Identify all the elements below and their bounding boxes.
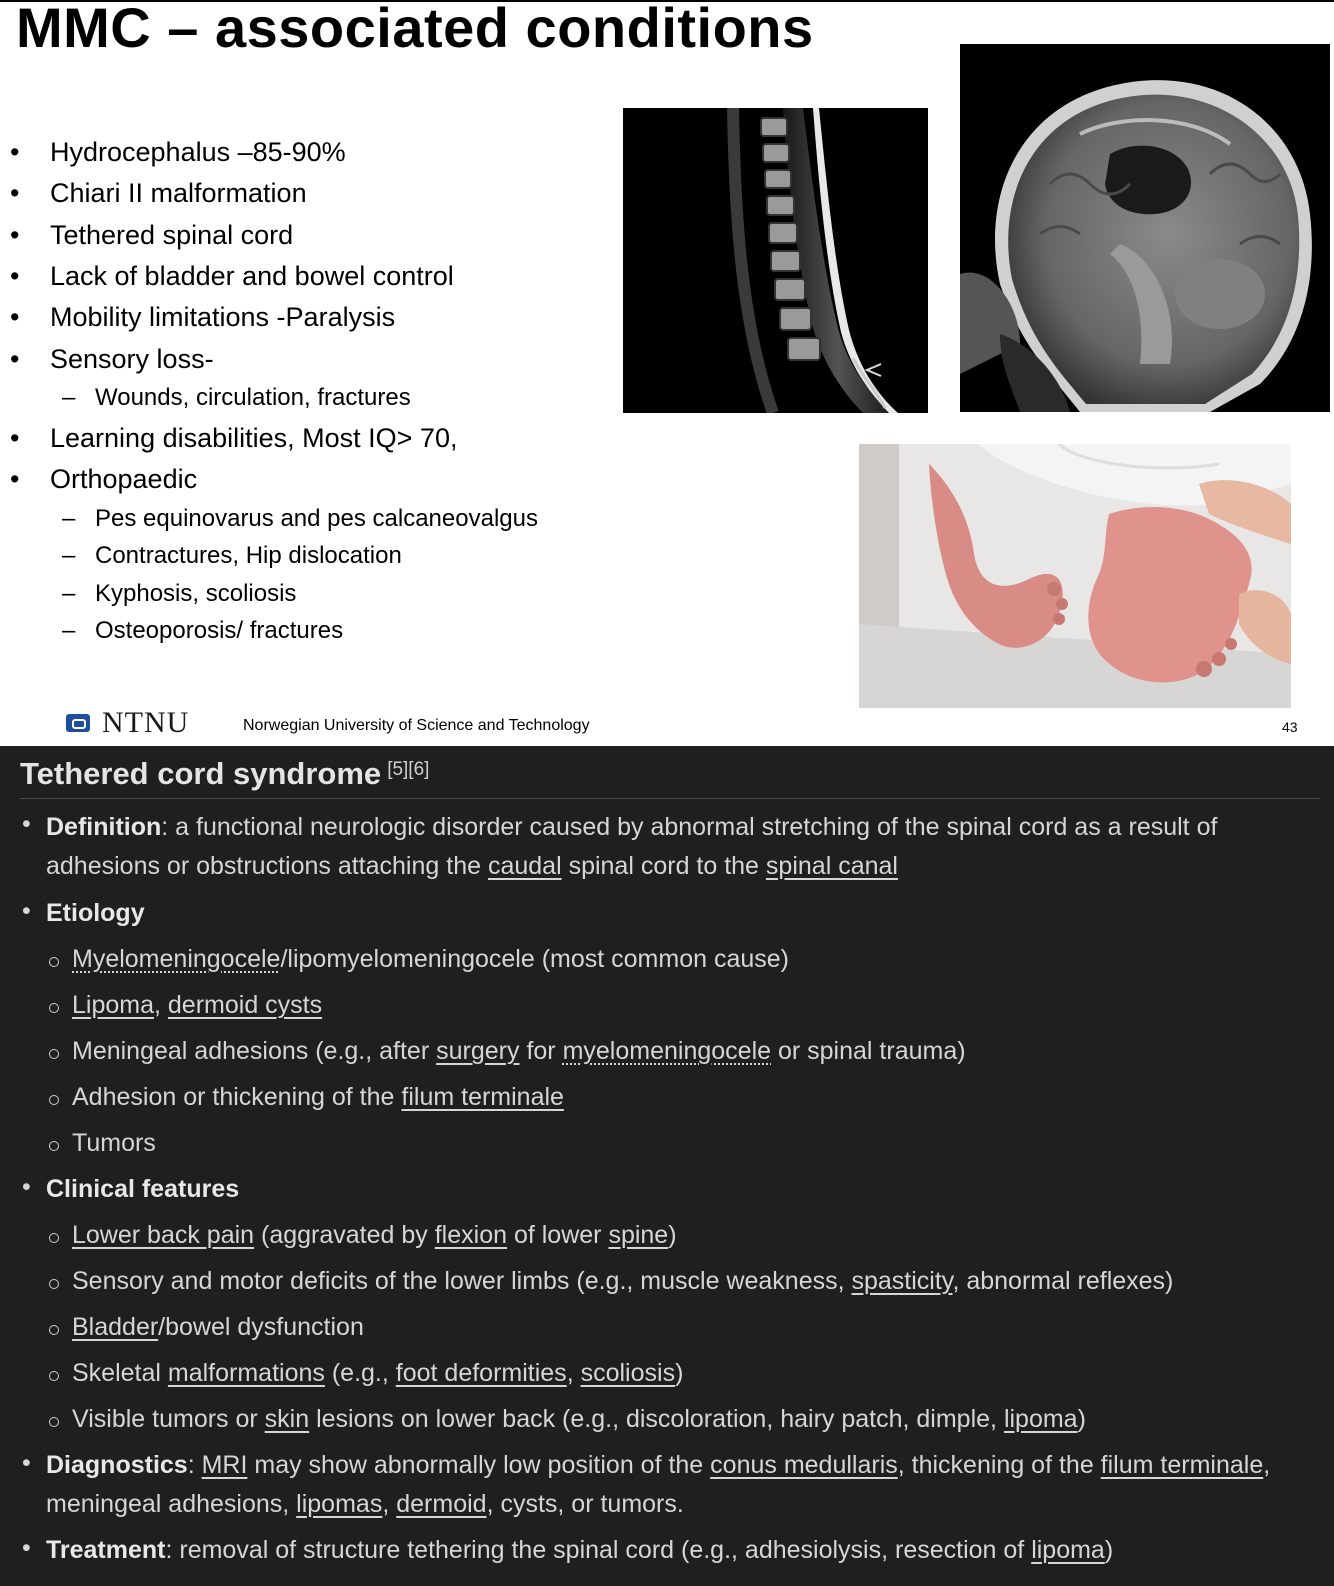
- link-lipoma[interactable]: Lipoma: [72, 991, 154, 1019]
- sub-bullet-circle: [49, 1279, 59, 1289]
- slide: MMC – associated conditions • Hydrocephalus –85-90% • Chiari II malformation • Tethered spinal cord • Lack of bladder and bowel control • Mobility limitations -Paralysis • Sensory loss- – Wounds, circulation, fractures • Learning disabilities, Most IQ> 70, • Orthopaedic – Pes equinovarus and pes calcaneovalgus – Contractures, Hip dislocation – Kyphosis, scoliosis – Osteoporosis/ fractures NTNU Norwegian University of Science and Technology 43: [0, 0, 1334, 746]
- link-myelomeningocele-2[interactable]: myelomeningocele: [562, 1037, 772, 1065]
- page-number: 43: [1282, 719, 1298, 735]
- slide-title: MMC – associated conditions: [16, 0, 814, 59]
- sub-bullet-circle: [49, 1141, 59, 1151]
- link-lipoma-2[interactable]: lipoma: [1003, 1405, 1078, 1433]
- sub-bullet-circle: [49, 1233, 59, 1243]
- link-filum-terminale-2[interactable]: filum terminale: [1100, 1451, 1264, 1479]
- clinical-heading: Clinical features: [46, 1175, 240, 1203]
- link-lower-back-pain[interactable]: Lower back pain: [72, 1221, 255, 1249]
- link-lipomas[interactable]: lipomas: [296, 1490, 383, 1518]
- bullet-dot: •: [22, 1534, 31, 1562]
- definition-line-2: adhesions or obstructions attaching the caudal spinal cord to the spinal canal: [46, 852, 898, 880]
- reference-links[interactable]: [5][6]: [387, 759, 430, 780]
- link-lipoma-3[interactable]: lipoma: [1031, 1536, 1105, 1564]
- clinical-item-1: Lower back pain (aggravated by flexion of lower spine): [72, 1221, 677, 1249]
- sub-bullet-circle: [49, 1095, 59, 1105]
- infant-feet-graphic: [859, 444, 1291, 708]
- article-panel: [0, 746, 1334, 1586]
- link-caudal[interactable]: caudal: [487, 852, 562, 880]
- ntnu-logo-icon: [66, 714, 90, 732]
- link-dermoid-cysts[interactable]: dermoid cysts: [167, 991, 323, 1019]
- link-dermoid[interactable]: dermoid: [396, 1490, 487, 1518]
- ntnu-logo-text: NTNU: [102, 706, 190, 739]
- etiology-item-3: Meningeal adhesions (e.g., after surgery for myelomeningocele or spinal trauma): [72, 1037, 966, 1065]
- spine-mri-image: [623, 108, 928, 413]
- sub-bullet-circle: [49, 1417, 59, 1427]
- link-foot-deformities[interactable]: foot deformities: [395, 1359, 567, 1387]
- sub-bullet-circle: [49, 1371, 59, 1381]
- etiology-item-5: Tumors: [72, 1129, 156, 1157]
- link-bladder[interactable]: Bladder: [72, 1313, 159, 1341]
- link-flexion[interactable]: flexion: [434, 1221, 507, 1249]
- bullet-dot: •: [22, 1449, 31, 1477]
- brain-mri-image: [960, 44, 1330, 412]
- link-spasticity[interactable]: spasticity: [851, 1267, 953, 1295]
- sub-bullet-circle: [49, 1325, 59, 1335]
- treatment-line: Treatment: removal of structure tethering the spinal cord (e.g., adhesiolysis, resection of lipoma): [46, 1536, 1114, 1564]
- clinical-item-5: Visible tumors or skin lesions on lower back (e.g., discoloration, hairy patch, dimple, lipoma): [72, 1405, 1086, 1433]
- university-name: Norwegian University of Science and Technology: [243, 717, 590, 734]
- link-mri[interactable]: MRI: [201, 1451, 248, 1479]
- diagnostics-line-1: Diagnostics: MRI may show abnormally low position of the conus medullaris, thickening of the filum terminale,: [46, 1451, 1271, 1479]
- link-myelomeningocele[interactable]: Myelomeningocele: [72, 945, 281, 973]
- link-malformations[interactable]: malformations: [167, 1359, 325, 1387]
- etiology-item-1: Myelomeningocele/lipomyelomeningocele (most common cause): [72, 945, 789, 973]
- bullet-dot: •: [22, 810, 31, 838]
- link-skin[interactable]: skin: [264, 1405, 310, 1433]
- clinical-item-4: Skeletal malformations (e.g., foot deformities, scoliosis): [72, 1359, 684, 1387]
- diagnostics-line-2: meningeal adhesions, lipomas, dermoid, cysts, or tumors.: [46, 1490, 684, 1518]
- clinical-item-3: Bladder/bowel dysfunction: [72, 1313, 364, 1341]
- link-spinal-canal[interactable]: spinal canal: [765, 852, 898, 880]
- sub-bullet-circle: [49, 1003, 59, 1013]
- etiology-item-4: Adhesion or thickening of the filum terminale: [72, 1083, 564, 1111]
- link-scoliosis[interactable]: scoliosis: [580, 1359, 676, 1387]
- link-surgery[interactable]: surgery: [436, 1037, 520, 1065]
- bullet-dot: •: [22, 1173, 31, 1201]
- spine-mri-graphic: [623, 108, 928, 413]
- panel-title: Tethered cord syndrome [5][6]: [20, 756, 430, 791]
- link-conus-medullaris[interactable]: conus medullaris: [710, 1451, 898, 1479]
- link-filum-terminale[interactable]: filum terminale: [401, 1083, 564, 1111]
- sub-bullet-circle: [49, 1049, 59, 1059]
- infant-feet-photo: [859, 444, 1291, 708]
- etiology-item-2: Lipoma, dermoid cysts: [72, 991, 323, 1019]
- title-divider: [20, 798, 1320, 799]
- bullet-dot: •: [22, 897, 31, 925]
- sub-bullet-circle: [49, 957, 59, 967]
- clinical-item-2: Sensory and motor deficits of the lower limbs (e.g., muscle weakness, spasticity, abnormal reflexes): [72, 1267, 1174, 1295]
- brain-mri-graphic: [960, 44, 1330, 412]
- etiology-heading: Etiology: [46, 899, 145, 927]
- link-spine[interactable]: spine: [608, 1221, 669, 1249]
- definition-line-1: Definition: a functional neurologic disorder caused by abnormal stretching of the spinal cord as a result of: [46, 813, 1218, 841]
